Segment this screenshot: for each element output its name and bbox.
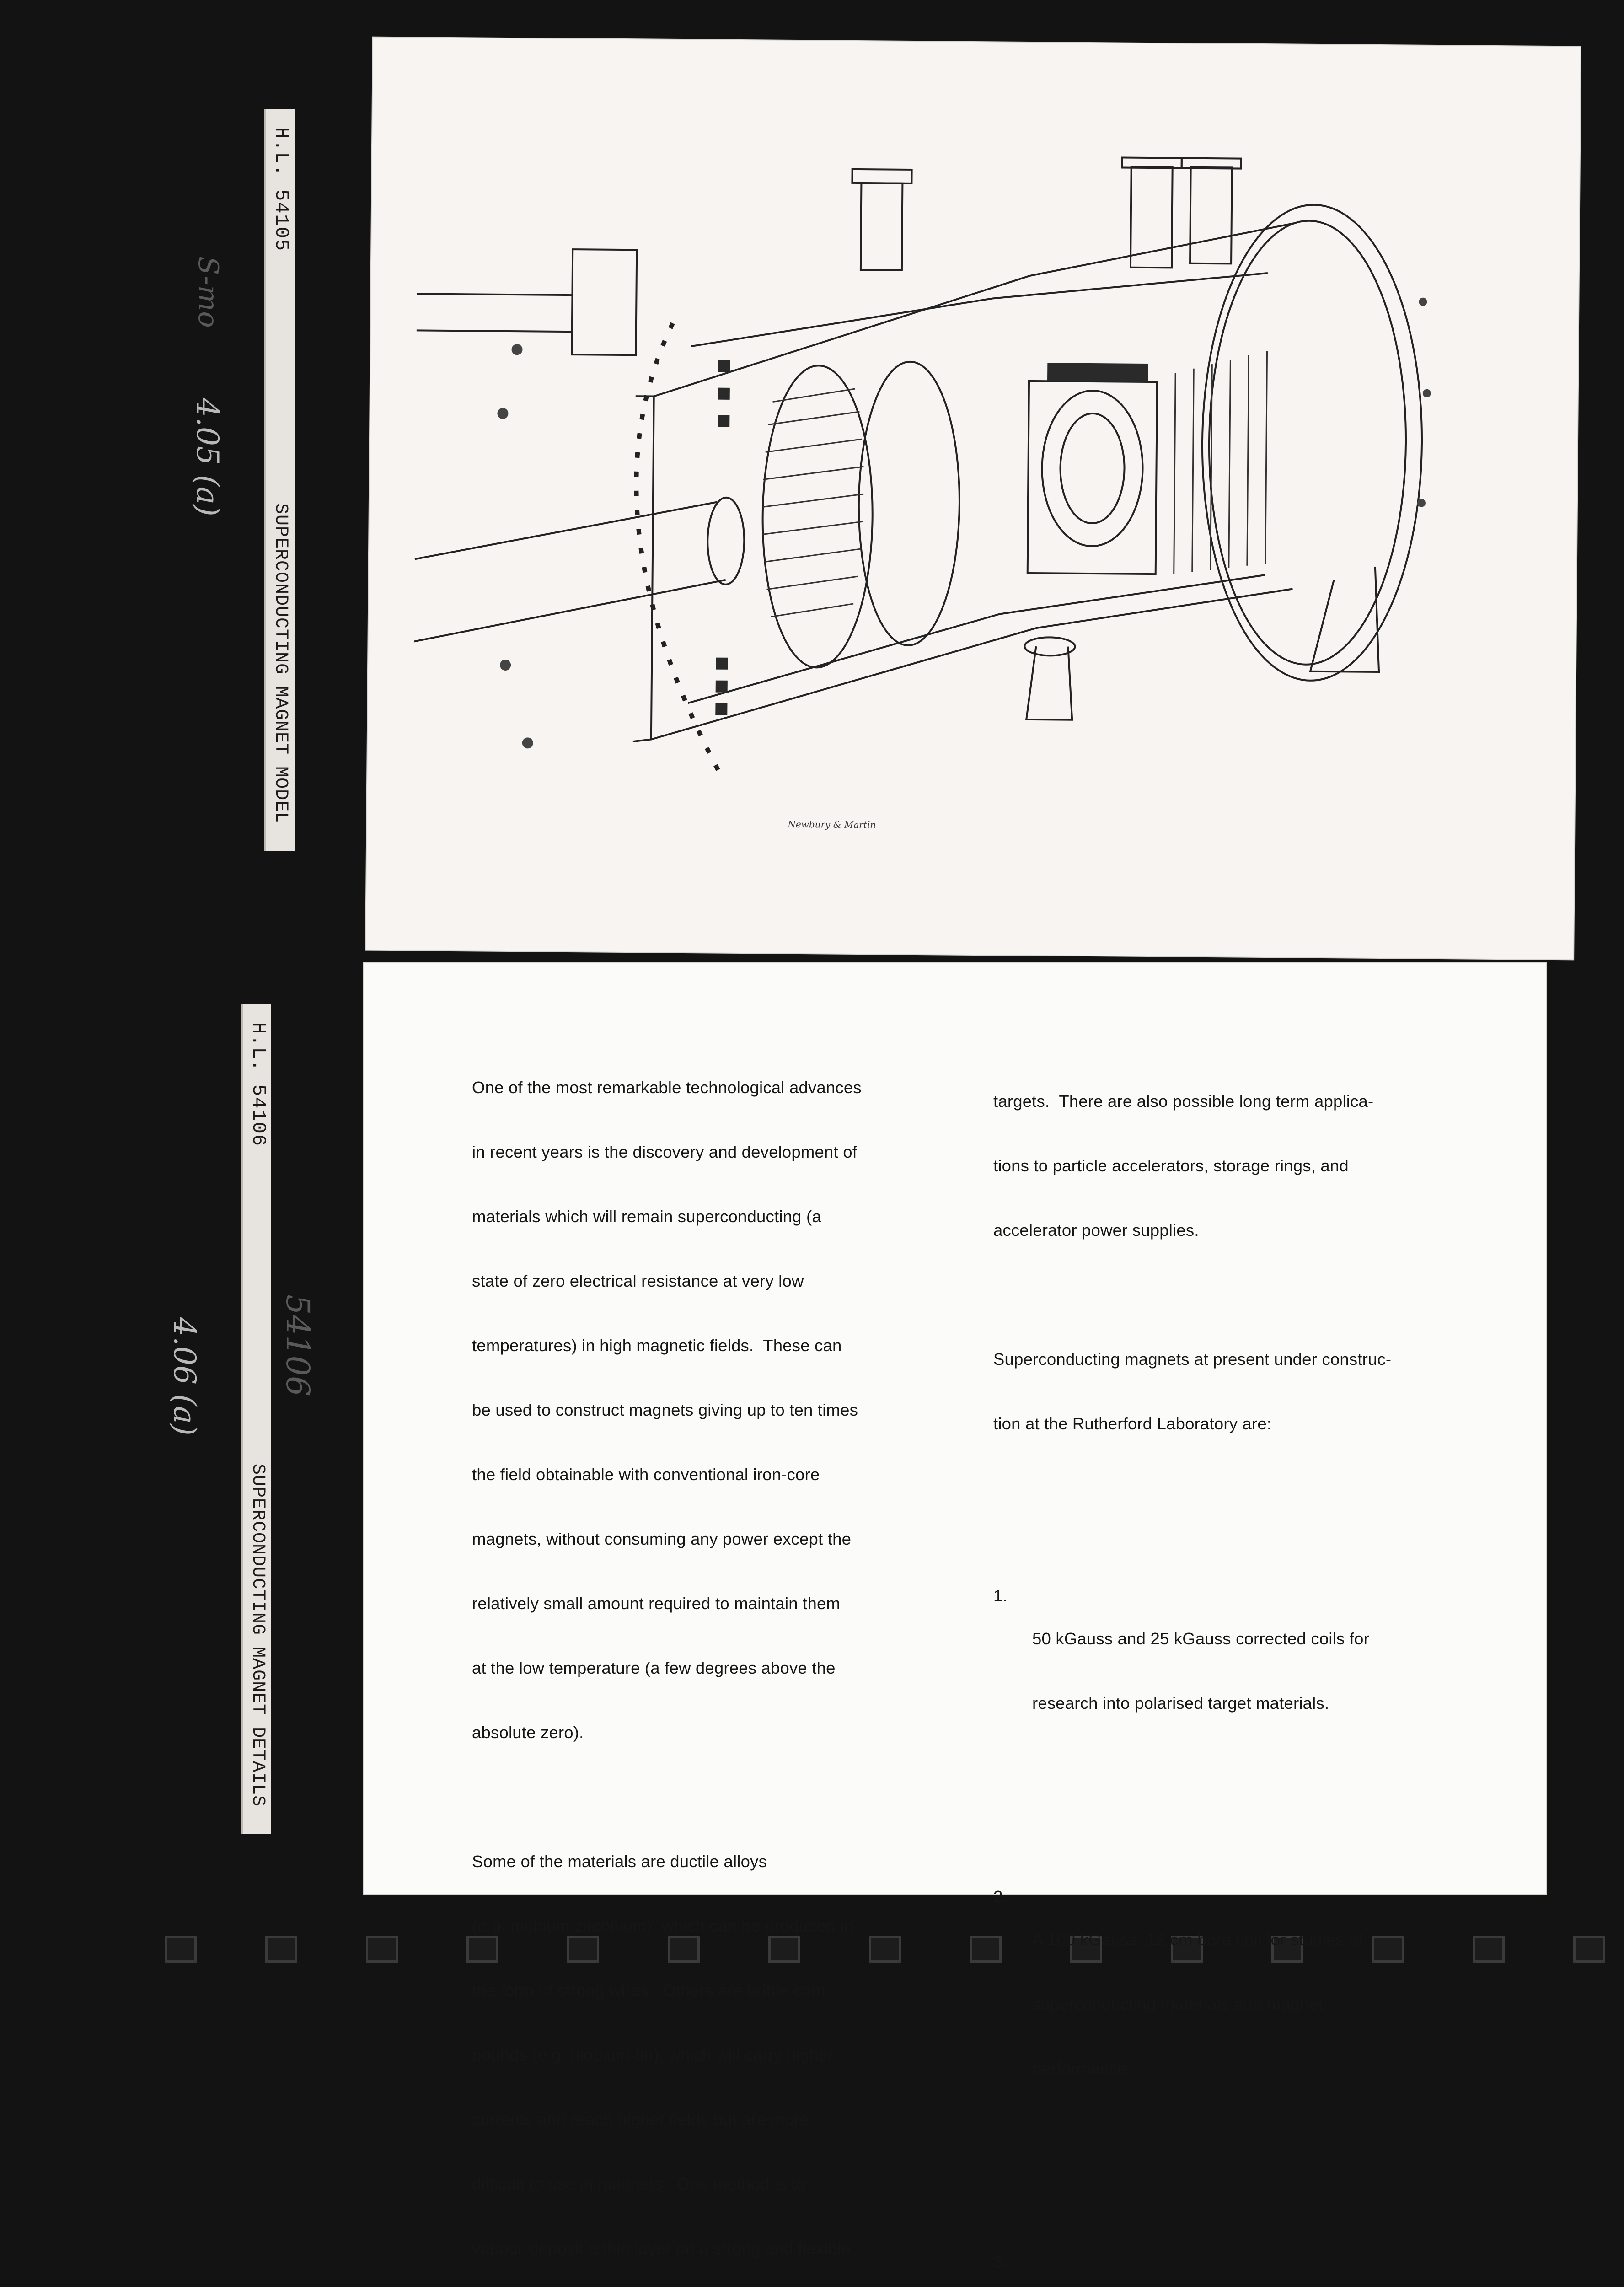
- list-number: 3.: [993, 2253, 1008, 2271]
- pencil-note-number: 4.06 (a): [167, 1317, 202, 1436]
- catalogue-title: SUPERCONDUCTING MAGNET MODEL: [270, 503, 291, 823]
- list-number: 2.: [993, 1887, 1008, 1906]
- border-slot: [1573, 1936, 1605, 1963]
- catalogue-label-bottom: [241, 1004, 271, 1834]
- paragraph-line: Superconducting magnets at present under construc-: [993, 1350, 1392, 1369]
- paragraph-line: be used to construct magnets giving up to ten times: [472, 1401, 858, 1419]
- border-slot: [265, 1936, 297, 1963]
- paragraph-line: pounds (e.g. niobium-tin), which will carry higher: [472, 2045, 834, 2064]
- catalogue-title: SUPERCONDUCTING MAGNET DETAILS: [247, 1463, 268, 1807]
- paragraph-line: tions to particle accelerators, storage rings, and: [993, 1156, 1349, 1175]
- border-slot: [165, 1936, 197, 1963]
- catalogue-id: H.L. 54106: [247, 1022, 269, 1147]
- paragraph-line: at the low temperature (a few degrees above the: [472, 1659, 836, 1677]
- list-item: [993, 2230, 1519, 2287]
- paragraph-line: vapour-deposit a thin layer on a strong and flexible: [472, 2239, 851, 2258]
- paragraph-line: state of zero electrical resistance at very low: [472, 1272, 804, 1290]
- paragraph-line: currents and reach higher fields but are more: [472, 2110, 809, 2129]
- paragraph-line: the field obtainable with conventional iron-core: [472, 1465, 820, 1484]
- paragraph-line: in recent years is the discovery and development of: [472, 1143, 858, 1161]
- paragraph-line: (e.g. niobium zirconium), which can be produced in: [472, 1917, 853, 1935]
- pencil-note-number: 4.05 (a): [190, 398, 225, 516]
- paragraph-line: temperatures) in high magnetic fields. These can: [472, 1336, 842, 1355]
- list-number: 1.: [993, 1586, 1008, 1605]
- paragraph-line: difficult to use in magnets. One method is to: [472, 2174, 805, 2193]
- artist-signature: Newbury & Martin: [788, 818, 876, 831]
- paragraph-line: absolute zero).: [472, 1723, 584, 1742]
- paragraph-line: tion at the Rutherford Laboratory are:: [993, 1414, 1272, 1433]
- paragraph-line: relatively small amount required to maintain them: [472, 1594, 841, 1613]
- list-line: superconducting materials and magnet: [1032, 1995, 1324, 2013]
- pencil-note-faint: 54106: [279, 1294, 316, 1396]
- paragraph-line: One of the most remarkable technological advances: [472, 1078, 862, 1097]
- border-slot: [366, 1936, 398, 1963]
- paragraph-line: Some of the materials are ductile alloys: [472, 1852, 767, 1871]
- paragraph-line: the form of strong wires. Others are brittle com-: [472, 1981, 831, 2000]
- paragraph-line: accelerator power supplies.: [993, 1221, 1199, 1240]
- list-line: performance.: [1032, 2059, 1132, 2078]
- pencil-note-faint: S-mo: [192, 256, 224, 328]
- list-item: [993, 1563, 1519, 1757]
- text-column-right: [993, 1047, 1519, 2287]
- text-column-left: [472, 1034, 975, 2287]
- list-line: 50 kGauss and 25 kGauss corrected coils for: [1032, 1629, 1369, 1648]
- magnet-cutaway-drawing: [394, 102, 1561, 888]
- list-line: A 100 kGauss, 12 cm bore coil for studies of: [1032, 1930, 1363, 1949]
- photo-print-text: [364, 963, 1546, 2271]
- catalogue-id: H.L. 54105: [270, 127, 292, 252]
- list-item: [993, 1864, 1519, 2122]
- list-line: research into polarised target materials.: [1032, 1694, 1329, 1713]
- catalogue-label-top: [264, 109, 295, 851]
- paragraph-line: magnets, without consuming any power except the: [472, 1530, 852, 1548]
- photo-print-drawing: [366, 38, 1581, 960]
- paragraph-line: materials which will remain superconducting (a: [472, 1207, 821, 1226]
- paragraph-line: targets. There are also possible long term applica-: [993, 1092, 1374, 1111]
